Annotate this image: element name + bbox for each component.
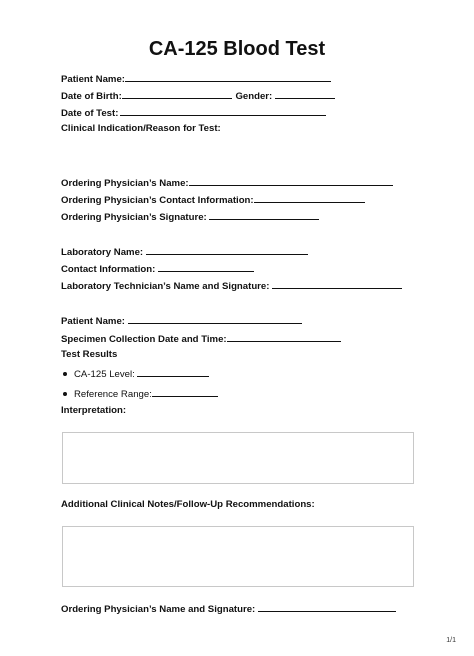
- clinical-indication-row: [61, 123, 221, 135]
- lab-technician-row: [61, 279, 402, 293]
- patient-name-2-label: Patient Name:: [61, 316, 125, 327]
- patient-name-2-row: [61, 314, 302, 328]
- ca125-level-row: [74, 367, 209, 381]
- date-of-test-row: [61, 106, 326, 120]
- gender-label: Gender:: [235, 91, 273, 102]
- bullet-icon: [63, 392, 67, 396]
- laboratory-name-field[interactable]: [146, 245, 308, 255]
- patient-name-label: Patient Name:: [61, 74, 125, 85]
- ordering-physician-signature-field[interactable]: [209, 210, 319, 220]
- ca125-level-field[interactable]: [137, 367, 209, 377]
- page-number: 1/1: [446, 637, 456, 644]
- lab-technician-label: Laboratory Technician’s Name and Signature:: [61, 281, 270, 292]
- ca125-level-label: CA-125 Level:: [74, 369, 135, 380]
- contact-information-field[interactable]: [158, 262, 254, 272]
- date-of-birth-label: Date of Birth:: [61, 91, 122, 102]
- specimen-collection-row: [61, 332, 341, 346]
- ordering-physician-contact-label: Ordering Physician’s Contact Information:: [61, 195, 254, 206]
- laboratory-name-row: [61, 245, 308, 259]
- form-title: CA-125 Blood Test: [148, 38, 326, 60]
- reference-range-field[interactable]: [152, 387, 218, 397]
- contact-information-label: Contact Information:: [61, 264, 156, 275]
- reference-range-label: Reference Range:: [74, 389, 152, 400]
- test-results-heading: Test Results: [61, 349, 118, 360]
- date-of-test-field[interactable]: [120, 106, 326, 116]
- ordering-physician-name-label: Ordering Physician’s Name:: [61, 178, 189, 189]
- lab-technician-field[interactable]: [272, 279, 402, 289]
- interpretation-textbox[interactable]: [62, 432, 414, 484]
- contact-information-row: [61, 262, 254, 276]
- specimen-collection-field[interactable]: [227, 332, 341, 342]
- specimen-collection-label: Specimen Collection Date and Time:: [61, 334, 227, 345]
- additional-notes-heading: Additional Clinical Notes/Follow-Up Recommendations:: [61, 499, 315, 510]
- additional-notes-textbox[interactable]: [62, 526, 414, 587]
- ordering-physician-name-row: [61, 176, 393, 190]
- reference-range-row: [74, 387, 218, 401]
- date-of-test-label: Date of Test:: [61, 108, 119, 119]
- interpretation-heading: Interpretation:: [61, 405, 127, 416]
- clinical-indication-label: Clinical Indication/Reason for Test:: [61, 123, 221, 134]
- final-signature-field[interactable]: [258, 602, 396, 612]
- final-signature-label: Ordering Physician’s Name and Signature:: [61, 604, 256, 615]
- ordering-physician-contact-row: [61, 193, 365, 207]
- patient-name-field[interactable]: [125, 72, 331, 82]
- patient-name-2-field[interactable]: [128, 314, 302, 324]
- ordering-physician-name-field[interactable]: [189, 176, 393, 186]
- ordering-physician-contact-field[interactable]: [254, 193, 365, 203]
- final-signature-row: [61, 602, 396, 616]
- ordering-physician-signature-label: Ordering Physician’s Signature:: [61, 212, 207, 223]
- gender-field[interactable]: [275, 89, 335, 99]
- laboratory-name-label: Laboratory Name:: [61, 247, 144, 258]
- date-of-birth-field[interactable]: [122, 89, 232, 99]
- dob-gender-row: [61, 89, 335, 103]
- bullet-icon: [63, 372, 67, 376]
- patient-name-row: [61, 72, 331, 86]
- ordering-physician-signature-row: [61, 210, 319, 224]
